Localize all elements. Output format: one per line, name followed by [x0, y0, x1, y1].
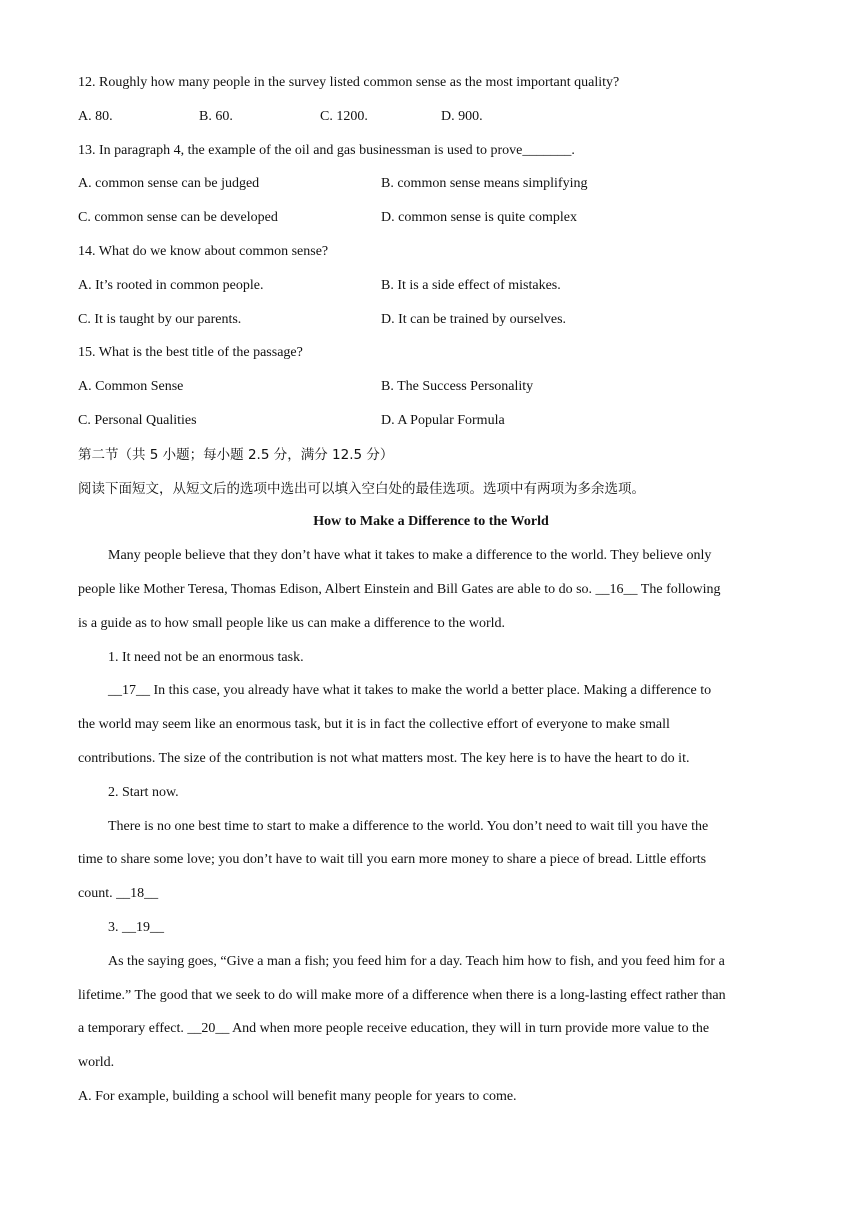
- passage-line: time to share some love; you don’t have to wait till you earn more money to share a piece of bread. Little efforts: [78, 852, 707, 868]
- passage-line: the world may seem like an enormous task, but it is in fact the collective effort of everyone to make small: [78, 717, 670, 733]
- question-13-options-row-1: [78, 172, 784, 206]
- question-12-option-c: C. 1200.: [320, 108, 368, 124]
- passage-line: lifetime.” The good that we seek to do will make more of a difference when there is a long-lasting effect rather than: [78, 987, 726, 1003]
- question-13-options-row-2: [78, 206, 784, 240]
- passage-title: How to Make a Difference to the World: [313, 514, 549, 530]
- passage-line: a temporary effect. __20__ And when more people receive education, they will in turn provide more value to the: [78, 1021, 710, 1037]
- passage-line: As the saying goes, “Give a man a fish; you feed him for a day. Teach him how to fish, and you feed him for a: [108, 953, 725, 969]
- exam-page: [78, 71, 784, 1119]
- passage-line: __17__ In this case, you already have what it takes to make the world a better place. Making a difference to: [108, 683, 712, 699]
- question-13-option-c: C. common sense can be developed: [78, 210, 278, 226]
- question-12-options: [78, 105, 784, 139]
- question-13-stem: 13. In paragraph 4, the example of the oil and gas businessman is used to prove_______.: [78, 142, 575, 158]
- question-15-option-d: D. A Popular Formula: [381, 412, 505, 428]
- passage-line: There is no one best time to start to make a difference to the world. You don’t need to wait till you have the: [108, 818, 709, 834]
- question-15-stem: 15. What is the best title of the passage?: [78, 345, 303, 361]
- passage-line: world.: [78, 1055, 115, 1071]
- section-header: 第二节（共 5 小题；每小题 2.5 分，满分 12.5 分）: [78, 446, 394, 463]
- question-12-option-b: B. 60.: [199, 108, 233, 124]
- question-14-option-c: C. It is taught by our parents.: [78, 311, 242, 327]
- question-14-option-d: D. It can be trained by ourselves.: [381, 311, 567, 327]
- question-14-option-a: A. It’s rooted in common people.: [78, 277, 264, 293]
- passage-subheading-1: 1. It need not be an enormous task.: [108, 649, 304, 665]
- question-12-option-a: A. 80.: [78, 108, 113, 124]
- passage-subheading-2: 2. Start now.: [108, 784, 179, 800]
- question-15-options-row-2: [78, 409, 784, 443]
- passage-line: people like Mother Teresa, Thomas Edison, Albert Einstein and Bill Gates are able to do so. __16__ The following: [78, 581, 721, 597]
- question-15-option-c: C. Personal Qualities: [78, 412, 197, 428]
- question-14-option-b: B. It is a side effect of mistakes.: [381, 277, 561, 293]
- question-15-option-a: A. Common Sense: [78, 379, 184, 395]
- question-13-option-d: D. common sense is quite complex: [381, 210, 577, 226]
- passage-subheading-3: 3. __19__: [108, 919, 164, 935]
- question-14-stem: 14. What do we know about common sense?: [78, 243, 329, 259]
- question-13-option-b: B. common sense means simplifying: [381, 176, 588, 192]
- passage-line: Many people believe that they don’t have what it takes to make a difference to the world. They believe only: [108, 548, 712, 564]
- question-15-option-b: B. The Success Personality: [381, 379, 534, 395]
- answer-option-a: A. For example, building a school will benefit many people for years to come.: [78, 1088, 517, 1104]
- question-12-stem: 12. Roughly how many people in the survey listed common sense as the most important quality?: [78, 75, 620, 90]
- question-15-options-row-1: [78, 375, 784, 409]
- question-13-option-a: A. common sense can be judged: [78, 176, 260, 192]
- passage-line: contributions. The size of the contribution is not what matters most. The key here is to have the heart to do it.: [78, 750, 690, 766]
- question-12-option-d: D. 900.: [441, 108, 483, 124]
- question-14-options-row-2: [78, 308, 784, 342]
- question-14-options-row-1: [78, 274, 784, 308]
- section-instruction: 阅读下面短文，从短文后的选项中选出可以填入空白处的最佳选项。选项中有两项为多余选项。: [78, 480, 645, 497]
- passage-line: is a guide as to how small people like us can make a difference to the world.: [78, 615, 505, 631]
- passage-line: count. __18__: [78, 886, 159, 902]
